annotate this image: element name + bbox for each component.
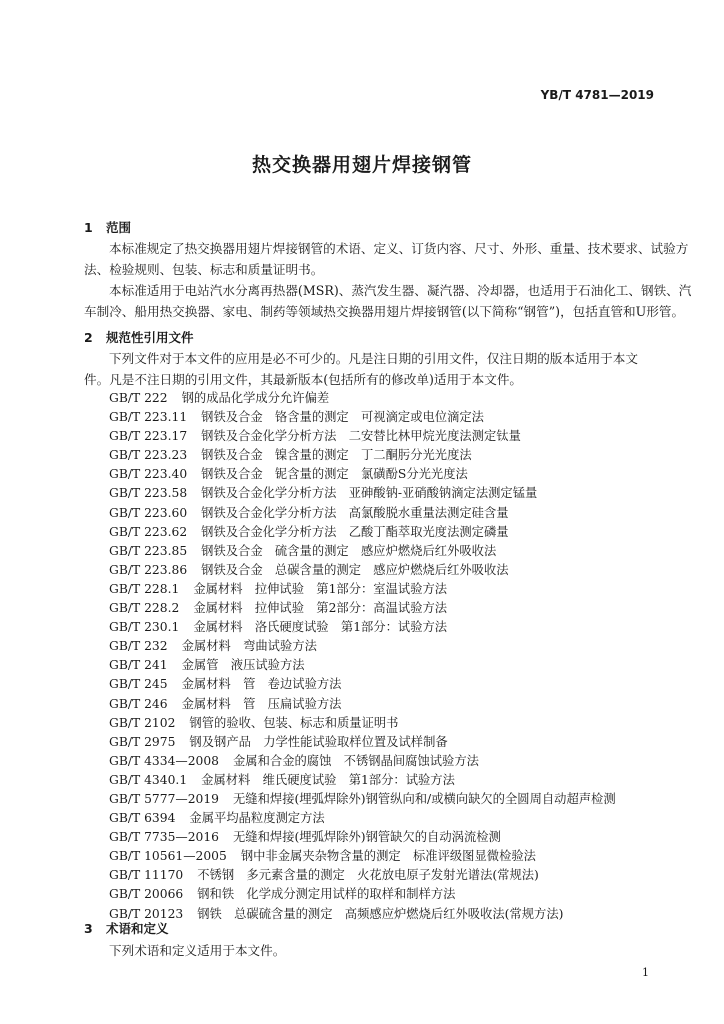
reference-code: GB/T 2102 [109, 715, 176, 730]
reference-item [109, 523, 616, 542]
reference-code: GB/T 7735—2016 [109, 830, 219, 845]
reference-item [109, 484, 616, 503]
reference-item [109, 885, 616, 904]
reference-item [109, 446, 616, 465]
page-number: 1 [642, 966, 649, 979]
reference-title: 钢中非金属夹杂物含量的测定 标准评级图显微检验法 [240, 849, 536, 864]
reference-item [109, 389, 616, 408]
reference-title: 钢铁及合金 铬含量的测定 可视滴定或电位滴定法 [201, 410, 484, 425]
reference-item [109, 408, 616, 427]
paragraph-line: 件。凡是不注日期的引用文件，其最新版本(包括所有的修改单)适用于本文件。 [84, 372, 523, 387]
section-1-body [84, 238, 692, 322]
section-title: 范围 [106, 220, 132, 235]
paragraph-line: 法、检验规则、包装、标志和质量证明书。 [84, 262, 324, 277]
reference-code: GB/T 228.1 [109, 581, 180, 596]
reference-title: 无缝和焊接(埋弧焊除外)钢管纵向和/或横向缺欠的全圆周自动超声检测 [233, 791, 616, 806]
reference-code: GB/T 20123 [109, 906, 184, 921]
reference-title: 金属材料 弯曲试验方法 [181, 639, 317, 654]
reference-code: GB/T 4334—2008 [109, 753, 219, 768]
reference-code: GB/T 222 [109, 391, 168, 405]
reference-item [109, 599, 616, 618]
paragraph-line: 本标准规定了热交换器用翅片焊接钢管的术语、定义、订货内容、尺寸、外形、重量、技术要求、试验方 [109, 241, 689, 256]
section-number: 3 [84, 921, 93, 936]
reference-item [109, 847, 616, 866]
section-2-body [84, 348, 660, 390]
reference-item [109, 580, 616, 599]
paragraph-line: 本标准适用于电站汽水分离再热器(MSR)、蒸汽发生器、凝汽器、冷却器，也适用于石油化工、钢铁、汽 [109, 283, 692, 298]
reference-item [109, 504, 616, 523]
reference-item [109, 427, 616, 446]
reference-code: GB/T 223.60 [109, 505, 188, 520]
section-title: 规范性引用文件 [106, 330, 194, 345]
reference-code: GB/T 5777—2019 [109, 791, 219, 806]
section-2-heading [84, 328, 194, 346]
reference-item [109, 618, 616, 637]
reference-title: 钢铁及合金 总碳含量的测定 感应炉燃烧后红外吸收法 [201, 562, 509, 577]
reference-code: GB/T 223.23 [109, 448, 188, 463]
reference-code: GB/T 223.62 [109, 524, 188, 539]
reference-code: GB/T 223.11 [109, 410, 188, 425]
reference-item [109, 637, 616, 656]
reference-item [109, 542, 616, 561]
reference-title: 钢铁及合金化学分析方法 高氯酸脱水重量法测定硅含量 [201, 505, 509, 520]
reference-title: 钢管的验收、包装、标志和质量证明书 [189, 715, 399, 730]
reference-title: 钢的成品化学成分允许偏差 [181, 391, 330, 405]
normative-references-list [109, 389, 616, 924]
reference-item [109, 561, 616, 580]
reference-code: GB/T 246 [109, 696, 168, 711]
reference-title: 钢铁及合金 硫含量的测定 感应炉燃烧后红外吸收法 [201, 543, 497, 558]
section-title: 术语和定义 [106, 921, 169, 936]
reference-code: GB/T 20066 [109, 887, 184, 902]
reference-item [109, 695, 616, 714]
reference-item [109, 714, 616, 733]
reference-title: 钢铁及合金化学分析方法 二安替比林甲烷光度法测定钛量 [201, 429, 521, 444]
reference-code: GB/T 228.2 [109, 601, 180, 616]
reference-item [109, 733, 616, 752]
reference-title: 钢铁 总碳硫含量的测定 高频感应炉燃烧后红外吸收法(常规方法) [197, 906, 564, 921]
reference-item [109, 675, 616, 694]
section-3-body [84, 940, 660, 961]
reference-item [109, 905, 616, 924]
reference-title: 金属管 液压试验方法 [181, 658, 305, 673]
reference-title: 无缝和焊接(埋弧焊除外)钢管缺欠的自动涡流检测 [233, 830, 501, 845]
reference-title: 金属和合金的腐蚀 不锈钢晶间腐蚀试验方法 [233, 753, 479, 768]
reference-code: GB/T 230.1 [109, 620, 180, 635]
reference-code: GB/T 6394 [109, 811, 176, 826]
reference-code: GB/T 223.86 [109, 562, 188, 577]
section-number: 2 [84, 330, 93, 345]
reference-title: 钢及钢产品 力学性能试验取样位置及试样制备 [189, 734, 448, 749]
reference-title: 钢和铁 化学成分测定用试样的取样和制样方法 [197, 887, 456, 902]
reference-title: 钢铁及合金化学分析方法 亚砷酸钠-亚硝酸钠滴定法测定锰量 [201, 486, 538, 501]
reference-item [109, 752, 616, 771]
reference-title: 钢铁及合金 铌含量的测定 氯磺酚S分光光度法 [201, 467, 468, 482]
reference-code: GB/T 223.85 [109, 543, 188, 558]
standard-code-header: YB/T 4781—2019 [540, 88, 654, 102]
reference-title: 金属材料 洛氏硬度试验 第1部分：试验方法 [193, 620, 448, 635]
reference-code: GB/T 232 [109, 639, 168, 654]
reference-item [109, 866, 616, 885]
reference-item [109, 771, 616, 790]
reference-title: 金属材料 管 卷边试验方法 [181, 677, 342, 692]
reference-item [109, 828, 616, 847]
reference-title: 不锈钢 多元素含量的测定 火花放电原子发射光谱法(常规法) [197, 868, 539, 883]
paragraph-line: 车制冷、船用热交换器、家电、制药等领域热交换器用翅片焊接钢管(以下简称“钢管”)，包括直管和U形管。 [84, 304, 685, 319]
section-number: 1 [84, 220, 93, 235]
reference-code: GB/T 10561—2005 [109, 849, 227, 864]
reference-code: GB/T 223.17 [109, 429, 188, 444]
paragraph-line: 下列文件对于本文件的应用是必不可少的。凡是注日期的引用文件，仅注日期的版本适用于本文 [109, 351, 638, 366]
reference-code: GB/T 223.40 [109, 467, 188, 482]
reference-title: 金属平均晶粒度测定方法 [189, 811, 325, 826]
section-3-heading [84, 919, 169, 937]
reference-item [109, 790, 616, 809]
reference-item [109, 656, 616, 675]
reference-item [109, 809, 616, 828]
reference-code: GB/T 11170 [109, 868, 184, 883]
reference-code: GB/T 241 [109, 658, 168, 673]
reference-title: 金属材料 维氏硬度试验 第1部分：试验方法 [201, 772, 455, 787]
reference-title: 金属材料 管 压扁试验方法 [181, 696, 342, 711]
reference-title: 金属材料 拉伸试验 第2部分：高温试验方法 [193, 601, 448, 616]
reference-code: GB/T 223.58 [109, 486, 188, 501]
reference-code: GB/T 4340.1 [109, 772, 188, 787]
reference-code: GB/T 2975 [109, 734, 176, 749]
paragraph-line: 下列术语和定义适用于本文件。 [109, 943, 286, 958]
reference-code: GB/T 245 [109, 677, 168, 692]
section-1-heading [84, 218, 131, 236]
document-title: 热交换器用翅片焊接钢管 [251, 154, 472, 176]
reference-title: 钢铁及合金 镍含量的测定 丁二酮肟分光光度法 [201, 448, 472, 463]
reference-title: 金属材料 拉伸试验 第1部分：室温试验方法 [193, 581, 448, 596]
reference-title: 钢铁及合金化学分析方法 乙酸丁酯萃取光度法测定磷量 [201, 524, 509, 539]
reference-item [109, 465, 616, 484]
